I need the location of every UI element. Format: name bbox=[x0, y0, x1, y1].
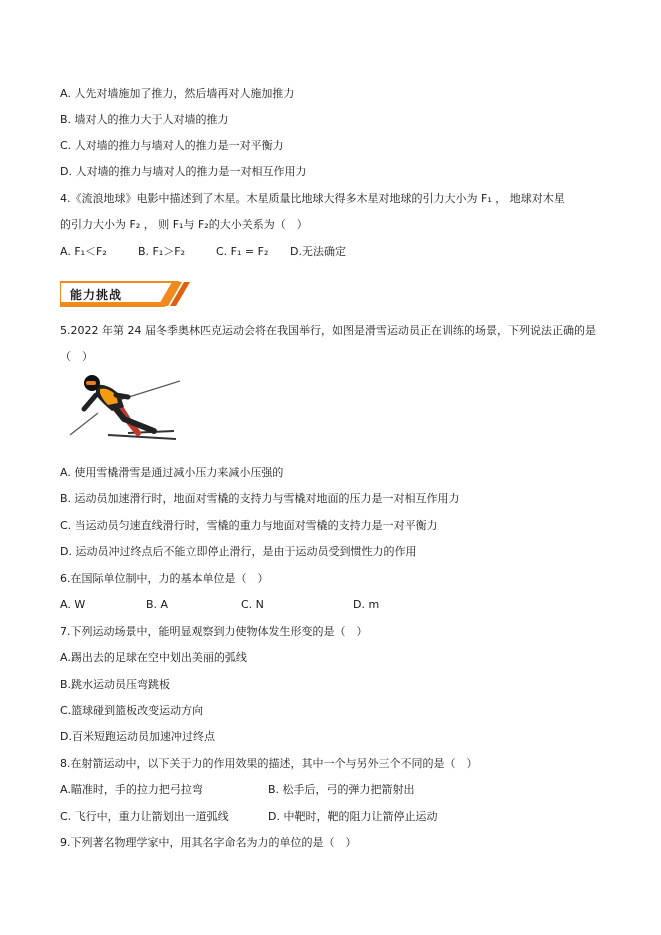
q6-option-c: C. N bbox=[241, 598, 264, 611]
q4-option-c: C. F₁ = F₂ bbox=[216, 245, 269, 258]
section-banner bbox=[60, 280, 196, 308]
q3-option-c: C. 人对墙的推力与墙对人的推力是一对平衡力 bbox=[60, 139, 284, 152]
q7-option-a: A.踢出去的足球在空中划出美丽的弧线 bbox=[60, 651, 247, 664]
q6-option-b: B. A bbox=[146, 598, 169, 611]
q8-options-row2 bbox=[60, 810, 510, 824]
q5-stem-line1: 5.2022 年第 24 届冬季奥林匹克运动会将在我国举行，如图是滑雪运动员正在训练的场景，下列说法正确的是 bbox=[60, 324, 596, 337]
q8-options-row1 bbox=[60, 783, 510, 797]
q6-options bbox=[60, 598, 460, 612]
q6-option-d: D. m bbox=[353, 598, 380, 611]
q5-option-c: C. 当运动员匀速直线滑行时，雪橇的重力与地面对雪橇的支持力是一对平衡力 bbox=[60, 519, 438, 532]
section-banner-title: 能力挑战 bbox=[70, 288, 123, 302]
skier-photo bbox=[68, 373, 180, 443]
q8-stem: 8.在射箭运动中，以下关于力的作用效果的描述，其中一个与另外三个不同的是（ ） bbox=[60, 757, 478, 770]
q7-option-d: D.百米短跑运动员加速冲过终点 bbox=[60, 730, 215, 743]
q6-option-a: A. W bbox=[60, 598, 86, 611]
q4-option-b: B. F₁＞F₂ bbox=[138, 245, 186, 258]
q4-stem-line1: 4.《流浪地球》电影中描述到了木星。木星质量比地球大得多木星对地球的引力大小为 F₁ ， 地球对木星 bbox=[60, 192, 565, 205]
q8-option-c: C. 飞行中，重力让箭划出一道弧线 bbox=[60, 810, 229, 823]
q7-option-b: B.跳水运动员压弯跳板 bbox=[60, 678, 171, 691]
q3-option-d: D. 人对墙的推力与墙对人的推力是一对相互作用力 bbox=[60, 165, 307, 178]
q9-stem: 9.下列著名物理学家中，用其名字命名为力的单位的是（ ） bbox=[60, 836, 357, 849]
q5-option-b: B. 运动员加速滑行时，地面对雪橇的支持力与雪橇对地面的压力是一对相互作用力 bbox=[60, 492, 460, 505]
q4-stem-line2: 的引力大小为 F₂ ， 则 F₁与 F₂的大小关系为（ ） bbox=[60, 218, 308, 231]
q5-option-d: D. 运动员冲过终点后不能立即停止滑行，是由于运动员受到惯性力的作用 bbox=[60, 545, 417, 558]
q3-option-a: A. 人先对墙施加了推力，然后墙再对人施加推力 bbox=[60, 87, 295, 100]
q3-option-b: B. 墙对人的推力大于人对墙的推力 bbox=[60, 113, 229, 126]
q4-options bbox=[60, 245, 460, 259]
q6-stem: 6.在国际单位制中，力的基本单位是（ ） bbox=[60, 572, 269, 585]
q5-option-a: A. 使用雪橇滑雪是通过减小压力来减小压强的 bbox=[60, 466, 284, 479]
q4-option-a: A. F₁＜F₂ bbox=[60, 245, 107, 258]
q4-option-d: D.无法确定 bbox=[290, 245, 346, 258]
q5-stem-line2: （ ） bbox=[60, 350, 93, 363]
q7-option-c: C.篮球碰到篮板改变运动方向 bbox=[60, 704, 204, 717]
q8-option-d: D. 中靶时，靶的阻力让箭停止运动 bbox=[268, 810, 438, 823]
q8-option-a: A.瞄准时，手的拉力把弓拉弯 bbox=[60, 783, 203, 796]
q7-stem: 7.下列运动场景中，能明显观察到力使物体发生形变的是（ ） bbox=[60, 625, 368, 638]
q8-option-b: B. 松手后，弓的弹力把箭射出 bbox=[268, 783, 415, 796]
